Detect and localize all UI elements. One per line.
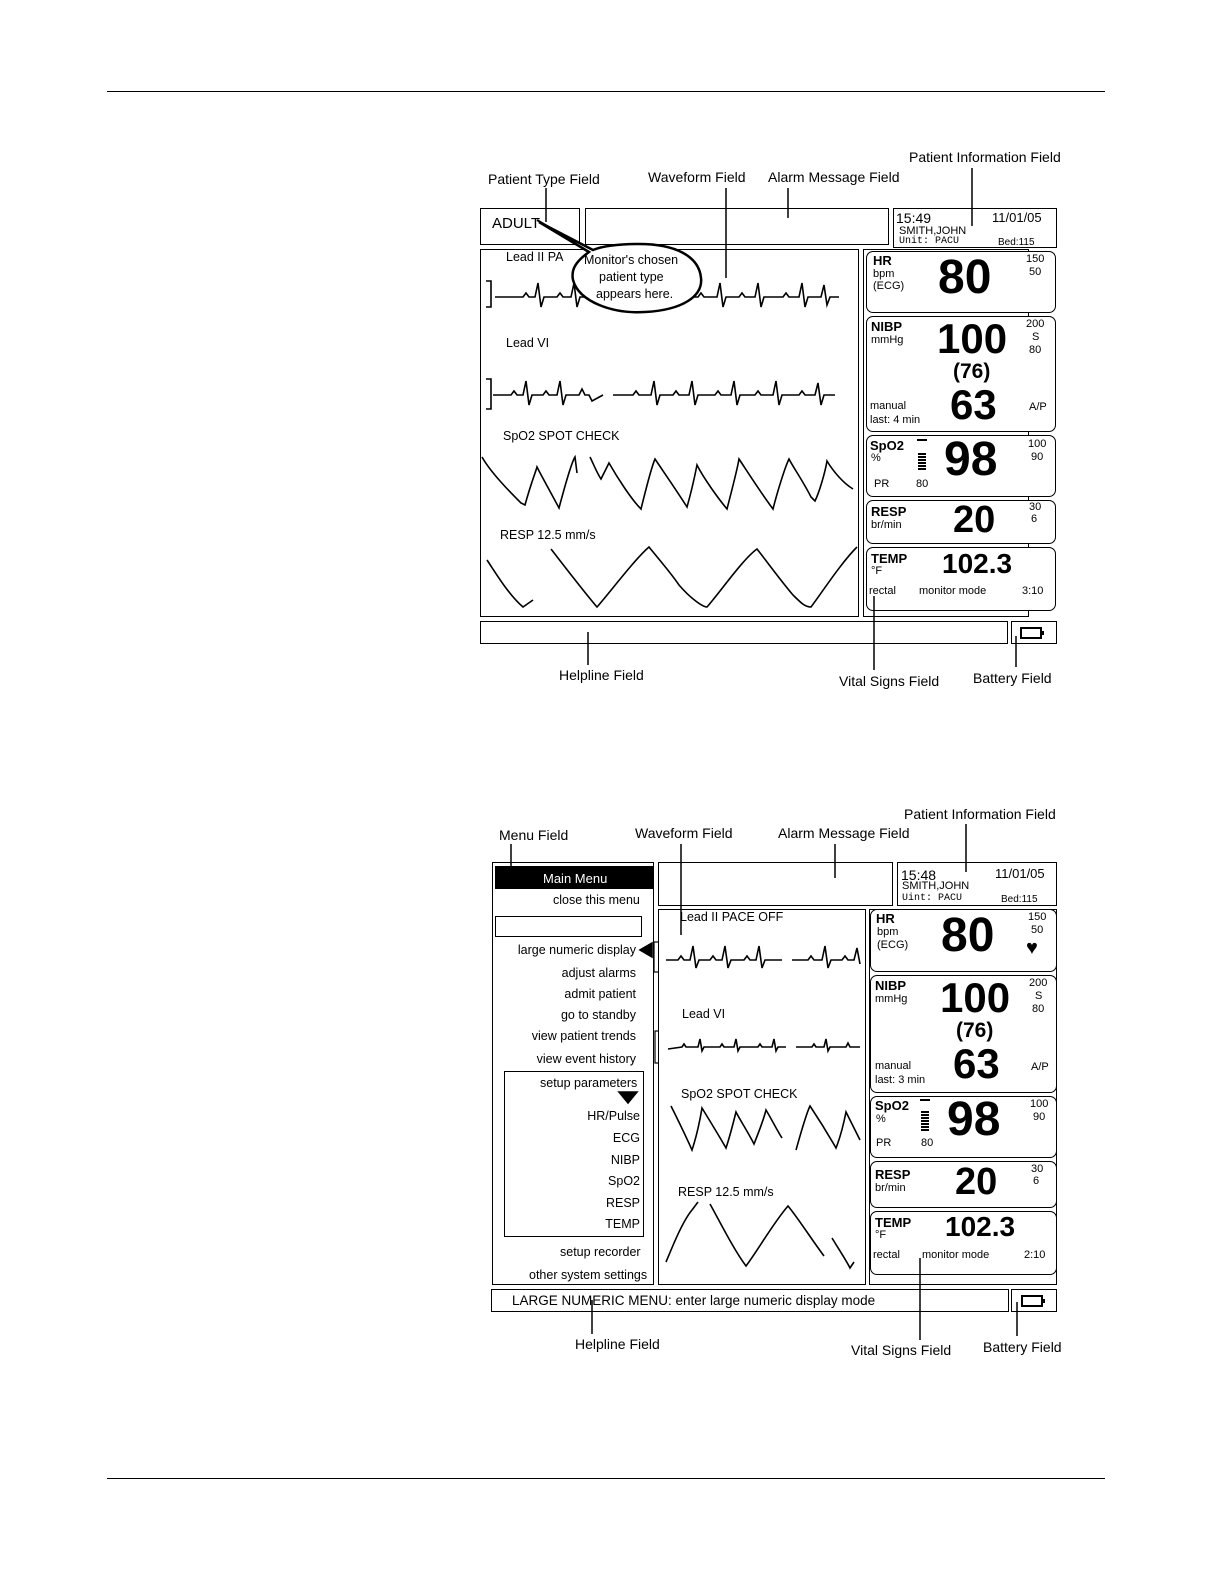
callout-patient-information-field: Patient Information Field	[909, 149, 1061, 165]
hr-value: 80	[938, 251, 992, 304]
spo2-label: SpO2	[875, 1098, 909, 1113]
waveform-resp-label: RESP 12.5 mm/s	[678, 1185, 774, 1199]
patient-info-date: 11/01/05	[995, 866, 1045, 881]
submenu-item-nibp[interactable]: NIBP	[610, 1153, 640, 1167]
hr-low-limit: 50	[1031, 924, 1044, 936]
temp-unit: °F	[875, 1229, 887, 1241]
hr-high-limit: 150	[1028, 911, 1047, 923]
nibp-mode: manual	[870, 400, 907, 412]
nibp-mean: (76)	[953, 360, 991, 383]
nibp-mean: (76)	[956, 1019, 994, 1042]
waveform-lead6-label: Lead VI	[506, 336, 550, 350]
spo2-low-limit: 90	[1031, 451, 1044, 463]
spo2-low-limit: 90	[1033, 1111, 1046, 1123]
callout-patient-type-field: Patient Type Field	[488, 171, 600, 187]
pr-label: PR	[876, 1137, 892, 1149]
callout-alarm-message-field: Alarm Message Field	[768, 169, 900, 185]
callout-vital-signs-field: Vital Signs Field	[851, 1342, 952, 1358]
submenu-title[interactable]: setup parameters	[540, 1076, 638, 1090]
callout-battery-field: Battery Field	[983, 1339, 1062, 1355]
waveform-resp-label: RESP 12.5 mm/s	[500, 528, 596, 542]
resp-high-limit: 30	[1029, 501, 1042, 513]
spo2-value: 98	[944, 433, 998, 486]
nibp-label: NIBP	[871, 319, 903, 334]
resp-value: 20	[953, 499, 996, 541]
callout-menu-field: Menu Field	[499, 827, 569, 843]
hr-high-limit: 150	[1026, 253, 1045, 265]
callout-battery-field: Battery Field	[973, 670, 1052, 686]
helpline-text: LARGE NUMERIC MENU: enter large numeric display mode	[512, 1293, 876, 1308]
nibp-unit: mmHg	[871, 334, 904, 346]
resp-value: 20	[955, 1161, 998, 1203]
spo2-value: 98	[947, 1093, 1001, 1146]
spo2-unit: %	[871, 452, 881, 464]
temp-label: TEMP	[871, 551, 908, 566]
temp-mode: monitor mode	[922, 1249, 990, 1261]
submenu-item-spo2[interactable]: SpO2	[608, 1174, 640, 1188]
nibp-high-limit: 200	[1029, 977, 1048, 989]
spo2-high-limit: 100	[1030, 1098, 1049, 1110]
temp-value: 102.3	[945, 1211, 1016, 1242]
hr-unit: bpm	[873, 268, 895, 280]
nibp-systolic: 100	[937, 315, 1008, 362]
hr-source: (ECG)	[877, 939, 909, 951]
nibp-ap: A/P	[1029, 401, 1047, 413]
waveform-spo2-label: SpO2 SPOT CHECK	[503, 429, 620, 443]
patient-info-unit: Unit: PACU	[899, 236, 960, 247]
nibp-last: last: 4 min	[870, 414, 921, 426]
patient-type-value: ADULT	[492, 215, 541, 232]
temp-unit: °F	[871, 565, 883, 577]
speech-bubble-line-3: appears here.	[596, 287, 674, 301]
menu-item-go-to-standby[interactable]: go to standby	[560, 1008, 636, 1022]
hr-unit: bpm	[877, 926, 899, 938]
temp-value: 102.3	[942, 548, 1013, 579]
nibp-s-marker: S	[1032, 331, 1040, 343]
callout-helpline-field: Helpline Field	[559, 667, 644, 683]
temp-label: TEMP	[875, 1215, 912, 1230]
patient-info-time: 15:49	[896, 210, 932, 226]
nibp-unit: mmHg	[875, 993, 908, 1005]
nibp-label: NIBP	[875, 978, 907, 993]
submenu-item-ecg[interactable]: ECG	[612, 1131, 640, 1145]
patient-info-unit: Uint: PACU	[902, 893, 963, 904]
speech-bubble-line-2: patient type	[599, 270, 664, 284]
resp-label: RESP	[875, 1167, 911, 1182]
patient-info-bed: Bed:115	[998, 237, 1035, 248]
temp-site: rectal	[869, 585, 896, 597]
patient-info-time: 15:48	[901, 867, 937, 883]
waveform-lead6-label: Lead VI	[682, 1007, 726, 1021]
pr-label: PR	[874, 478, 890, 490]
waveform-lead2-label: Lead II PACE OFF	[680, 910, 784, 924]
patient-info-name: SMITH,JOHN	[899, 225, 967, 237]
callout-vital-signs-field: Vital Signs Field	[839, 673, 940, 689]
patient-info-bed: Bed:115	[1001, 894, 1038, 905]
patient-info-date: 11/01/05	[992, 210, 1042, 225]
speech-bubble-line-1: Monitor's chosen	[584, 253, 679, 267]
menu-item-admit-patient[interactable]: admit patient	[564, 987, 636, 1001]
heart-icon: ♥	[1026, 937, 1038, 959]
menu-item-setup-recorder[interactable]: setup recorder	[560, 1245, 641, 1259]
nibp-s-marker: S	[1035, 990, 1043, 1002]
callout-alarm-message-field: Alarm Message Field	[778, 825, 910, 841]
hr-low-limit: 50	[1029, 266, 1042, 278]
temp-mode: monitor mode	[919, 585, 987, 597]
resp-unit: br/min	[871, 519, 902, 531]
resp-low-limit: 6	[1033, 1175, 1040, 1187]
nibp-diastolic: 63	[953, 1040, 1000, 1087]
menu-item-large-numeric-display[interactable]: large numeric display	[517, 943, 636, 957]
submenu-item-resp[interactable]: RESP	[605, 1196, 640, 1210]
menu-item-view-event-history[interactable]: view event history	[536, 1052, 636, 1066]
hr-value: 80	[941, 909, 995, 962]
callout-helpline-field: Helpline Field	[575, 1336, 660, 1352]
resp-low-limit: 6	[1031, 513, 1038, 525]
menu-item-adjust-alarms[interactable]: adjust alarms	[561, 966, 636, 980]
spo2-label: SpO2	[870, 438, 904, 453]
submenu-item-hr-pulse[interactable]: HR/Pulse	[587, 1109, 640, 1123]
fig1-leader-lines	[0, 0, 1224, 720]
patient-info-name: SMITH,JOHN	[902, 880, 970, 892]
hr-source: (ECG)	[873, 280, 905, 292]
temp-time: 2:10	[1024, 1249, 1046, 1261]
nibp-mode: manual	[875, 1060, 912, 1072]
menu-close[interactable]: close this menu	[553, 893, 640, 907]
nibp-high-limit: 200	[1026, 318, 1045, 330]
waveform-spo2-label: SpO2 SPOT CHECK	[681, 1087, 798, 1101]
menu-item-view-patient-trends[interactable]: view patient trends	[531, 1029, 636, 1043]
temp-site: rectal	[873, 1249, 900, 1261]
hr-label: HR	[876, 911, 895, 926]
nibp-diastolic: 63	[950, 381, 997, 428]
menu-title: Main Menu	[543, 871, 608, 886]
resp-high-limit: 30	[1031, 1163, 1044, 1175]
waveform-lead2-label: Lead II PA	[506, 250, 564, 264]
spo2-high-limit: 100	[1028, 438, 1047, 450]
submenu-item-temp[interactable]: TEMP	[605, 1217, 640, 1231]
callout-waveform-field: Waveform Field	[635, 825, 733, 841]
fig2-leader-lines	[0, 720, 1224, 1420]
nibp-systolic: 100	[940, 974, 1011, 1021]
callout-patient-information-field: Patient Information Field	[904, 806, 1056, 822]
menu-item-other-system-settings[interactable]: other system settings	[529, 1268, 648, 1282]
temp-time: 3:10	[1022, 585, 1044, 597]
pr-value: 80	[916, 478, 929, 490]
nibp-ap: A/P	[1031, 1061, 1049, 1073]
bottom-rule	[107, 1478, 1105, 1479]
callout-waveform-field: Waveform Field	[648, 169, 746, 185]
nibp-low-limit: 80	[1029, 344, 1042, 356]
pr-value: 80	[921, 1137, 934, 1149]
nibp-last: last: 3 min	[875, 1074, 926, 1086]
spo2-unit: %	[876, 1113, 886, 1125]
hr-label: HR	[873, 253, 892, 268]
nibp-low-limit: 80	[1032, 1003, 1045, 1015]
resp-unit: br/min	[875, 1182, 906, 1194]
resp-label: RESP	[871, 504, 907, 519]
